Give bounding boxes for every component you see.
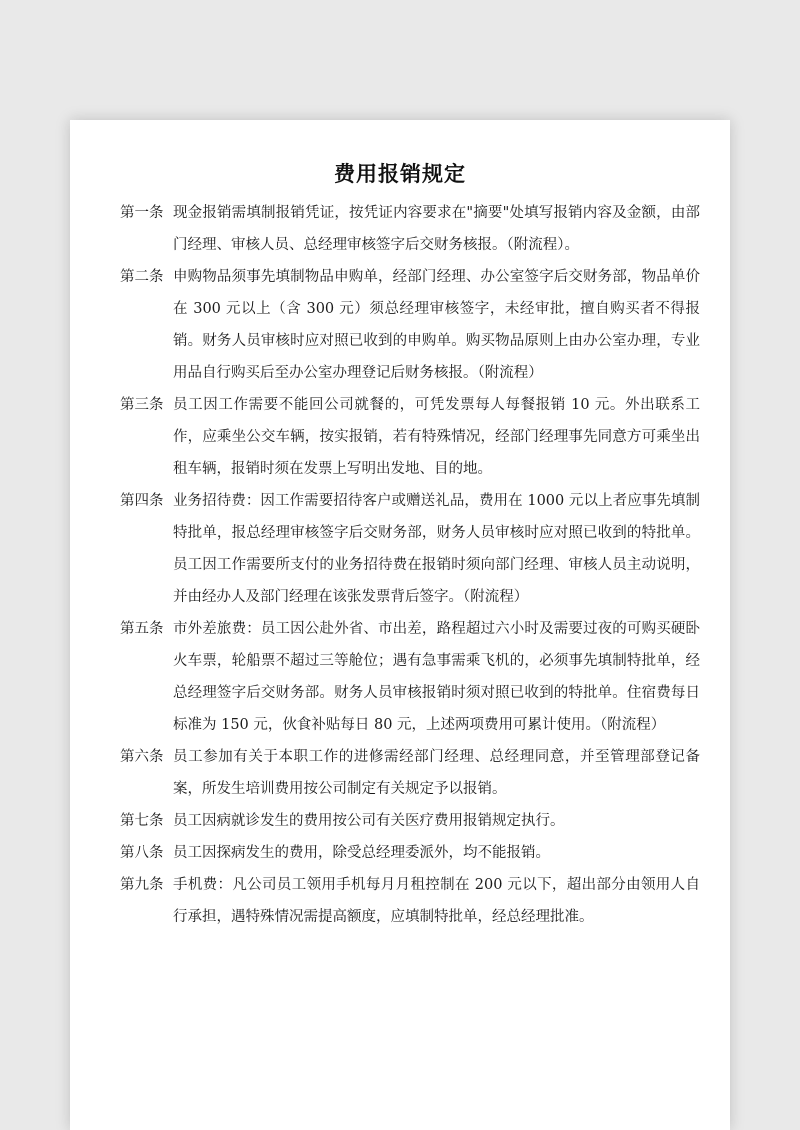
article-number: 第二条 bbox=[120, 269, 164, 285]
article-number: 第三条 bbox=[120, 397, 164, 413]
article-text: 手机费：凡公司员工领用手机每月月租控制在 200 元以下，超出部分由领用人自行承担，遇特殊情况需提高额度，应填制特批单，经总经理批准。 bbox=[173, 877, 700, 925]
article-number: 第四条 bbox=[120, 493, 164, 509]
article-4 bbox=[120, 485, 700, 613]
article-text: 员工因病就诊发生的费用按公司有关医疗费用报销规定执行。 bbox=[173, 813, 565, 829]
article-2 bbox=[120, 261, 700, 389]
article-3 bbox=[120, 389, 700, 485]
article-number: 第五条 bbox=[120, 621, 164, 637]
document-page bbox=[70, 120, 730, 1130]
article-number: 第九条 bbox=[120, 877, 164, 893]
article-text: 业务招待费：因工作需要招待客户或赠送礼品，费用在 1000 元以上者应事先填制特批单，报总经理审核签字后交财务部，财务人员审核时应对照已收到的特批单。员工因工作需要所支付的业务招待费在报销时须向部门经理、审核人员主动说明，并由经办人及部门经理在该张发票背后签字。（附流程） bbox=[173, 493, 700, 605]
article-number: 第八条 bbox=[120, 845, 164, 861]
article-text: 市外差旅费：员工因公赴外省、市出差，路程超过六小时及需要过夜的可购买硬卧火车票，轮船票不超过三等舱位；遇有急事需乘飞机的，必须事先填制特批单，经总经理签字后交财务部。财务人员审核报销时须对照已收到的特批单。住宿费每日标准为 150 元，伙食补贴每日 80 元，上述两项费用可累计使用。（附流程） bbox=[173, 621, 700, 733]
article-text: 申购物品须事先填制物品申购单，经部门经理、办公室签字后交财务部，物品单价在 300 元以上（含 300 元）须总经理审核签字，未经审批，擅自购买者不得报销。财务人员审核时应对照已收到的申购单。购买物品原则上由办公室办理，专业用品自行购买后至办公室办理登记后财务核报。（附流程） bbox=[173, 269, 700, 381]
article-5 bbox=[120, 613, 700, 741]
article-9 bbox=[120, 869, 700, 933]
document-title: 费用报销规定 bbox=[334, 161, 466, 186]
article-8 bbox=[120, 837, 700, 869]
article-1 bbox=[120, 197, 700, 261]
article-list bbox=[120, 197, 700, 933]
article-text: 员工因工作需要不能回公司就餐的，可凭发票每人每餐报销 10 元。外出联系工作，应乘坐公交车辆，按实报销，若有特殊情况，经部门经理事先同意方可乘坐出租车辆，报销时须在发票上写明出发地、目的地。 bbox=[173, 397, 700, 477]
article-text: 现金报销需填制报销凭证，按凭证内容要求在"摘要"处填写报销内容及金额，由部门经理、审核人员、总经理审核签字后交财务核报。（附流程）。 bbox=[173, 205, 700, 253]
article-number: 第七条 bbox=[120, 813, 164, 829]
article-number: 第六条 bbox=[120, 749, 164, 765]
article-7 bbox=[120, 805, 700, 837]
article-text: 员工参加有关于本职工作的进修需经部门经理、总经理同意，并至管理部登记备案，所发生培训费用按公司制定有关规定予以报销。 bbox=[173, 749, 700, 797]
article-text: 员工因探病发生的费用，除受总经理委派外，均不能报销。 bbox=[173, 845, 550, 861]
article-number: 第一条 bbox=[120, 205, 164, 221]
article-6 bbox=[120, 741, 700, 805]
